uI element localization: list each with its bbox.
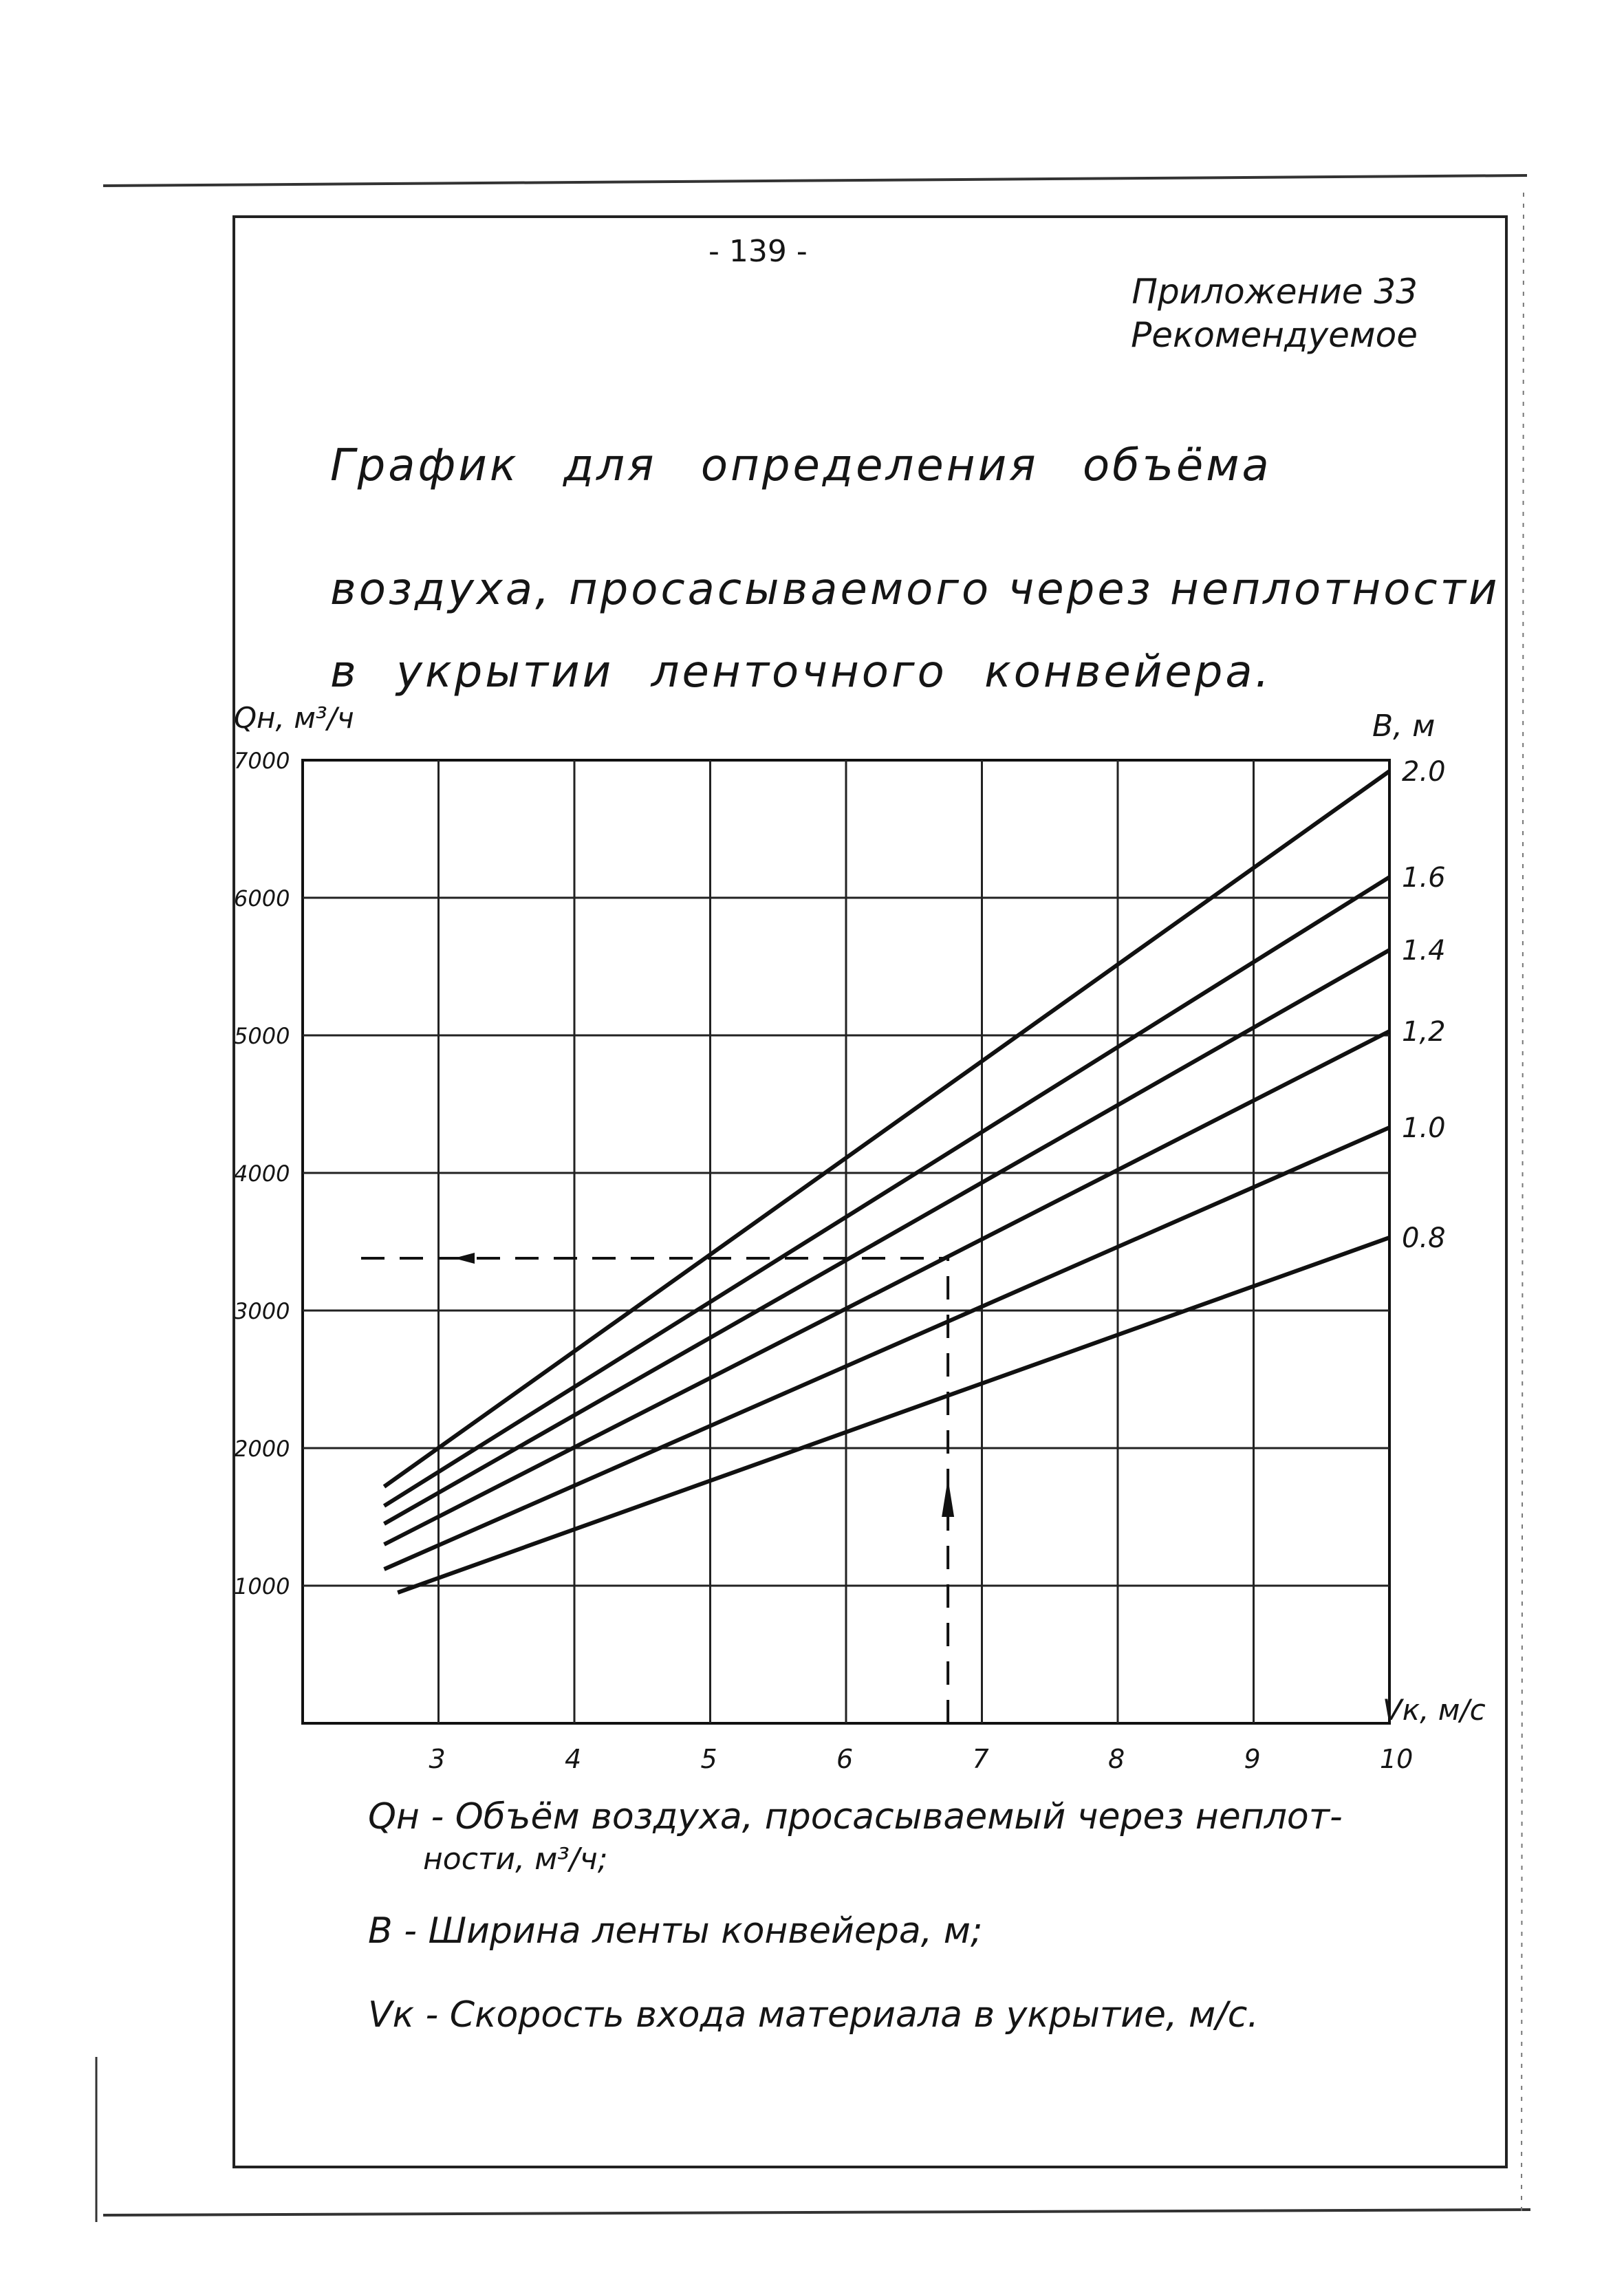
title-line-3: в укрытии ленточного конвейера. bbox=[330, 647, 1272, 698]
x-tick-label: 10 bbox=[1380, 1744, 1414, 1774]
appendix-label: Приложение 33 bbox=[1132, 272, 1418, 312]
legend-v-definition: Vк - Скорость входа материала в укрытие, м/с. bbox=[368, 1994, 1259, 2036]
series-line bbox=[398, 1238, 1389, 1593]
y-tick-label: 3000 bbox=[234, 1298, 290, 1324]
page-number: - 139 - bbox=[708, 234, 808, 269]
series-label: 1.6 bbox=[1402, 862, 1446, 894]
series-line bbox=[385, 1031, 1390, 1544]
y-tick-label: 1000 bbox=[234, 1573, 290, 1599]
x-tick-label: 6 bbox=[836, 1744, 854, 1774]
series-line bbox=[385, 771, 1390, 1487]
series-label: 1.0 bbox=[1402, 1112, 1446, 1144]
example-up-arrow bbox=[942, 1478, 954, 1517]
recommended-label: Рекомендуемое bbox=[1131, 315, 1418, 355]
x-tick-label: 7 bbox=[972, 1744, 989, 1774]
series-label: 1,2 bbox=[1402, 1016, 1446, 1048]
legend-q-definition: Qн - Объём воздуха, просасываемый через неплот- bbox=[368, 1796, 1343, 1837]
title-line-2: воздуха, просасываемого через неплотности bbox=[330, 564, 1500, 615]
x-tick-label: 8 bbox=[1108, 1744, 1125, 1774]
series-label: 0.8 bbox=[1402, 1222, 1446, 1254]
legend bbox=[368, 1796, 1503, 2036]
grid bbox=[234, 748, 1413, 1774]
series-label: 2.0 bbox=[1402, 756, 1446, 788]
series-lines bbox=[385, 756, 1446, 1593]
y-tick-label: 6000 bbox=[234, 885, 290, 912]
legend-b-definition: В - Ширина ленты конвейера, м; bbox=[368, 1910, 983, 1952]
y-tick-label: 2000 bbox=[234, 1436, 290, 1462]
x-tick-label: 3 bbox=[429, 1744, 446, 1774]
y-tick-label: 5000 bbox=[234, 1023, 290, 1049]
axis-labels bbox=[234, 701, 1486, 1727]
legend-q-units: ности, м³/ч; bbox=[423, 1842, 608, 1877]
x-tick-label: 4 bbox=[565, 1744, 582, 1774]
x-tick-label: 5 bbox=[700, 1744, 717, 1774]
x-axis-label: Vк, м/с bbox=[1383, 1693, 1486, 1727]
series-label: 1.4 bbox=[1402, 935, 1446, 967]
x-tick-label: 9 bbox=[1244, 1744, 1261, 1774]
right-axis-label: В, м bbox=[1372, 709, 1436, 744]
y-tick-label: 4000 bbox=[234, 1161, 290, 1187]
example-left-arrow bbox=[454, 1253, 475, 1264]
y-axis-label: Qн, м³/ч bbox=[234, 701, 354, 735]
series-line bbox=[385, 877, 1390, 1506]
title-line-1: График для определения объёма bbox=[330, 440, 1272, 491]
y-tick-label: 7000 bbox=[234, 748, 290, 774]
